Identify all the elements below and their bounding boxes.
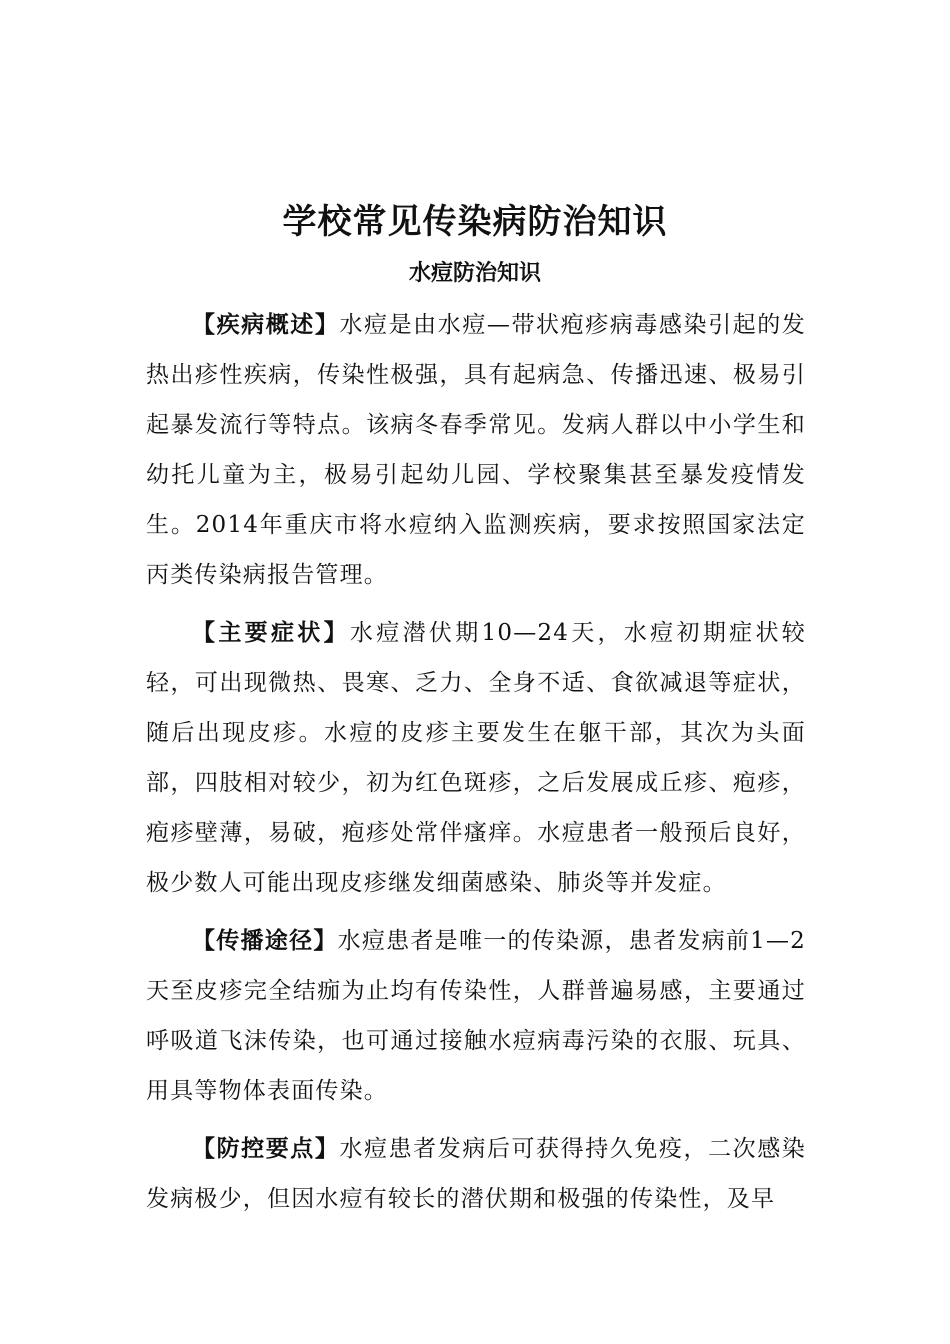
section-text: 水痘患者发病后可获得持久免疫，二次感染发病极少，但因水痘有较长的潜伏期和极强的传染性，及早 <box>146 1136 806 1212</box>
section-heading: 【防控要点】 <box>192 1136 340 1162</box>
section-prevention-points <box>146 1124 806 1224</box>
document-body <box>146 300 806 1224</box>
section-heading: 【疾病概述】 <box>192 312 340 338</box>
section-text: 水痘潜伏期10—24天，水痘初期症状较轻，可出现微热、畏寒、乏力、全身不适、食欲减退等症状，随后出现皮疹。水痘的皮疹主要发生在躯干部，其次为头面部，四肢相对较少，初为红色斑疹，之后发展成丘疹、疱疹，疱疹壁薄，易破，疱疹处常伴瘙痒。水痘患者一般预后良好，极少数人可能出现皮疹继发细菌感染、肺炎等并发症。 <box>146 620 806 896</box>
document-title: 学校常见传染病防治知识 <box>282 202 668 242</box>
section-transmission-route <box>146 916 806 1116</box>
section-text: 水痘是由水痘—带状疱疹病毒感染引起的发热出疹性疾病，传染性极强，具有起病急、传播迅速、极易引起暴发流行等特点。该病冬春季常见。发病人群以中小学生和幼托儿童为主，极易引起幼儿园、学校聚集甚至暴发疫情发生。2014年重庆市将水痘纳入监测疾病，要求按照国家法定丙类传染病报告管理。 <box>146 312 806 588</box>
section-heading: 【传播途径】 <box>192 928 338 954</box>
section-heading: 【主要症状】 <box>192 620 350 646</box>
document-subtitle: 水痘防治知识 <box>408 261 541 286</box>
section-text: 水痘患者是唯一的传染源，患者发病前1—2天至皮疹完全结痂为止均有传染性，人群普遍易感，主要通过呼吸道飞沫传染，也可通过接触水痘病毒污染的衣服、玩具、用具等物体表面传染。 <box>146 928 806 1104</box>
section-main-symptoms <box>146 608 806 908</box>
section-disease-overview <box>146 300 806 600</box>
